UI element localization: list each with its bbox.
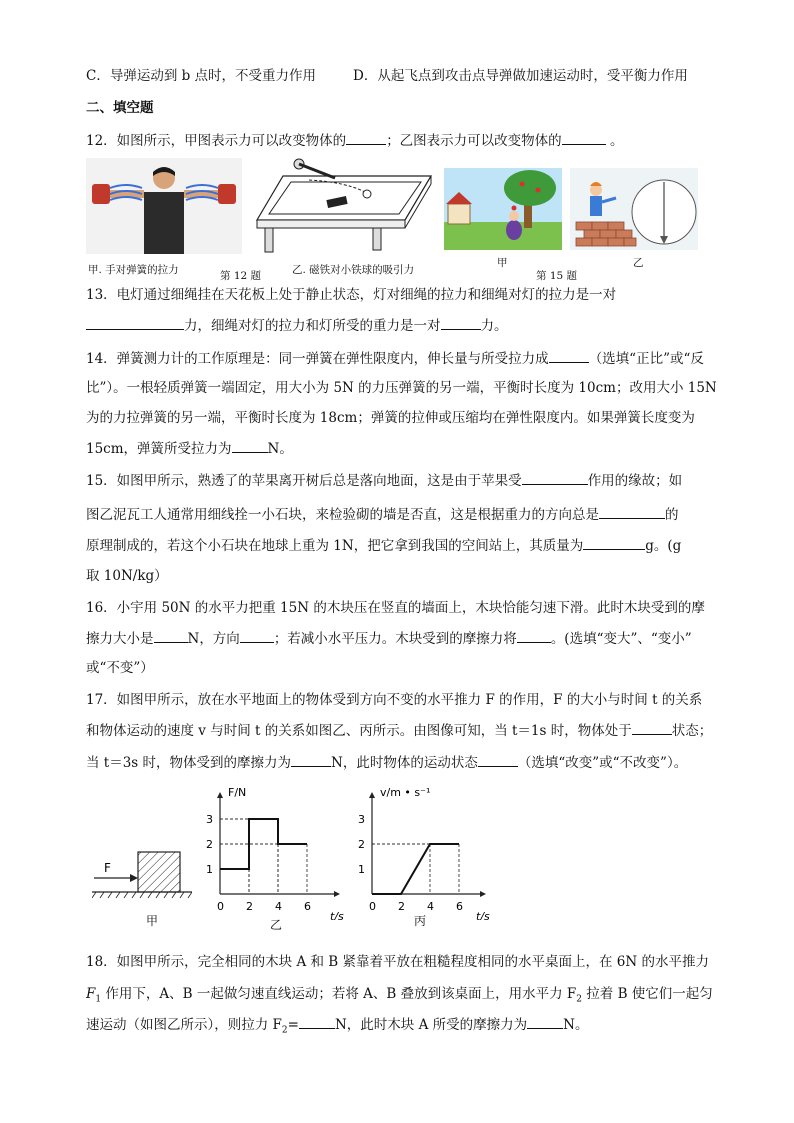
- ft-x-tick-label: 4: [275, 900, 282, 913]
- q16-line-2: 擦力大小是 N，方向 ；若减小水平压力。木块受到的摩擦力将 。(选填“变大”、“变小”: [86, 628, 692, 649]
- vt-x-tick-label: 6: [456, 900, 463, 913]
- q18-line-2: $F_1$ 作用下，A、B 一起做匀速直线运动；若将 A、B 叠放到该桌面上，用水平力 $F_2$ 拉着 B 使它们一起匀: [86, 986, 713, 1005]
- fig17-caption-jia: 甲: [146, 914, 159, 928]
- ft-y-tick-label: 1: [206, 863, 213, 876]
- q16-line-1: 16．小宇用 50N 的水平力把重 15N 的木块压在竖直的墙面上，木块恰能匀速下滑。此时木块受到的摩: [86, 600, 705, 616]
- q17-line-2: 和物体运动的速度 v 与时间 t 的关系如图乙、丙所示。由图像可知，当 t＝1s 时，物体处于 状态；: [86, 720, 712, 741]
- fig12-caption-jia: 甲. 手对弹簧的拉力: [88, 264, 179, 276]
- q18-line-3: 速运动（如图乙所示），则拉力 $F_2= N$，此时木块 A 所受的摩擦力为 N。: [86, 1014, 588, 1041]
- q14-blank-2[interactable]: [232, 438, 268, 453]
- fig17-caption-bing: 丙: [414, 914, 427, 928]
- q14-line-3: 为的力拉弹簧的另一端，平衡时长度为 18cm；弹簧的拉伸或压缩均在弹性限度内。如果弹簧长度变为: [86, 410, 695, 426]
- ft-x-axis-label: t/s: [330, 910, 344, 920]
- q12-blank-1[interactable]: [346, 130, 386, 145]
- ft-series-line: [220, 819, 307, 869]
- q18-blank-2[interactable]: [527, 1014, 563, 1029]
- q14-line-4: 15cm，弹簧所受拉力为 N。: [86, 438, 293, 459]
- vt-y-axis-label: v/m • s⁻¹: [380, 786, 431, 799]
- vt-x-tick-label: 0: [369, 900, 376, 913]
- vt-y-tick-label: 3: [358, 813, 365, 826]
- q16-blank-2[interactable]: [240, 628, 274, 643]
- fig15-caption-jia: 甲: [497, 257, 508, 269]
- fig12-caption-number: 第 12 题: [220, 270, 262, 282]
- ft-y-arrow: [217, 792, 223, 798]
- q15-blank-3[interactable]: [583, 535, 645, 550]
- vt-series-line: [372, 844, 459, 894]
- ft-y-tick-label: 2: [206, 838, 213, 851]
- fig17-caption-yi: 乙: [270, 918, 283, 932]
- q18-line-1: 18．如图甲所示，完全相同的木块 A 和 B 紧靠着平放在粗糙程度相同的水平桌面上，在 6N 的水平推力: [86, 954, 709, 970]
- q15-line-1: 15．如图甲所示，熟透了的苹果离开树后总是落向地面，这是由于苹果受 作用的缘故；如: [86, 470, 682, 491]
- q14-blank-1[interactable]: [549, 348, 589, 363]
- force-time-graph: [198, 786, 358, 920]
- q17-line-3: 当 t＝3s 时，物体受到的摩擦力为 N，此时物体的运动状态 （选填“改变”或“不改变”）。: [86, 752, 687, 773]
- vt-y-tick-label: 2: [358, 838, 365, 851]
- q15-line-4: 取 10N/kg）: [86, 568, 168, 584]
- vt-x-tick-label: 2: [398, 900, 405, 913]
- spring-pull-photo: [86, 158, 242, 254]
- q18-blank-1[interactable]: [299, 1014, 335, 1029]
- q17-blank-1[interactable]: [632, 720, 672, 735]
- section-title: 二、填空题: [86, 100, 154, 116]
- ft-x-tick-label: 0: [217, 900, 224, 913]
- fig15-caption-number: 第 15 题: [536, 270, 578, 282]
- ft-x-arrow: [334, 891, 340, 897]
- ft-y-tick-label: 3: [206, 813, 213, 826]
- q16-blank-3[interactable]: [517, 628, 551, 643]
- q15-line-2: 图乙泥瓦工人通常用细线拴一小石块，来检验砌的墙是否直，这是根据重力的方向总是 的: [86, 504, 679, 525]
- q16-blank-1[interactable]: [154, 628, 188, 643]
- fig12-caption-yi: 乙. 磁铁对小铁球的吸引力: [292, 264, 415, 276]
- q14-line-1: 14．弹簧测力计的工作原理是：同一弹簧在弹性限度内，伸长量与所受拉力成 （选填“正比”或“反: [86, 348, 704, 369]
- q13-blank-2[interactable]: [441, 315, 481, 330]
- force-label: F: [104, 861, 111, 875]
- vt-y-arrow: [369, 792, 375, 798]
- q17-blank-3[interactable]: [478, 752, 518, 767]
- q11-option-d: D．从起飞点到攻击点导弹做加速运动时，受平衡力作用: [353, 68, 688, 84]
- q12-text: 12．如图所示，甲图表示力可以改变物体的 ；乙图表示力可以改变物体的 。: [86, 130, 623, 151]
- q17-line-1: 17．如图甲所示，放在水平地面上的物体受到方向不变的水平推力 F 的作用，F 的大小与时间 t 的关系: [86, 692, 703, 708]
- ft-y-axis-label: F/N: [228, 786, 247, 799]
- magnet-ball-diagram: [255, 158, 433, 254]
- apple-tree-illustration: [444, 168, 562, 250]
- velocity-time-graph: [354, 786, 504, 920]
- q16-line-3: 或“不变”）: [86, 660, 154, 676]
- vt-x-axis-label: t/s: [476, 910, 490, 920]
- plumb-line-illustration: [570, 168, 698, 250]
- vt-x-arrow: [480, 891, 486, 897]
- q11-option-c: C．导弹运动到 b 点时，不受重力作用: [86, 68, 317, 84]
- vt-y-tick-label: 1: [358, 863, 365, 876]
- q13-line-1: 13．电灯通过细绳挂在天花板上处于静止状态，灯对细绳的拉力和细绳对灯的拉力是一对: [86, 287, 617, 303]
- q12-blank-2[interactable]: [562, 130, 606, 145]
- q13-line-2: 力，细绳对灯的拉力和灯所受的重力是一对 力。: [86, 315, 508, 336]
- fig15-caption-yi: 乙: [633, 257, 644, 269]
- block-push-diagram: [92, 850, 192, 930]
- ft-x-tick-label: 2: [246, 900, 253, 913]
- q14-line-2: 比”）。一根轻质弹簧一端固定，用大小为 5N 的力压弹簧的另一端，平衡时长度为 10cm；改用大小 15N: [86, 380, 717, 396]
- ft-x-tick-label: 6: [304, 900, 311, 913]
- q15-blank-2[interactable]: [599, 504, 665, 519]
- q17-blank-2[interactable]: [291, 752, 331, 767]
- q15-blank-1[interactable]: [522, 470, 588, 485]
- vt-x-tick-label: 4: [427, 900, 434, 913]
- q15-line-3: 原理制成的，若这个小石块在地球上重为 1N，把它拿到我国的空间站上，其质量为 g。(g: [86, 535, 681, 556]
- q13-blank-1[interactable]: [86, 315, 184, 330]
